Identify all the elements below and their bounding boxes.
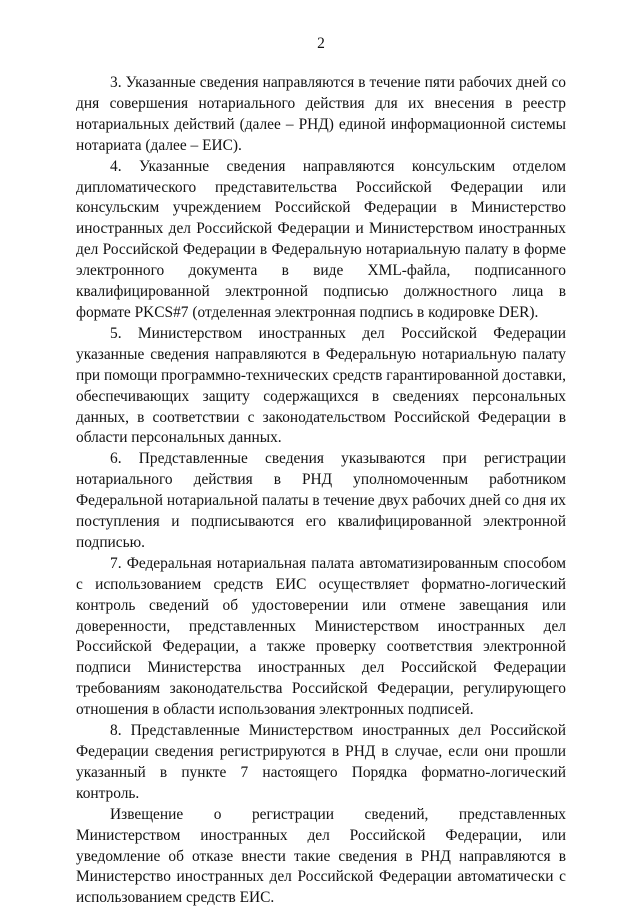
paragraph-notice: Извещение о регистрации сведений, представленных Министерством иностранных дел Российской Федерации, или уведомление об отказе внести такие сведения в РНД направляются в Министерство иностранных дел Российской Федерации автоматически с использованием средств ЕИС. bbox=[76, 805, 566, 907]
paragraph-6: 6. Представленные сведения указываются при регистрации нотариального действия в РНД уполномоченным работником Федеральной нотариальной палаты в течение двух рабочих дней со дня их поступления и подписываются его квалифицированной электронной подписью. bbox=[76, 450, 566, 551]
paragraph-8: 8. Представленные Министерством иностранных дел Российской Федерации сведения регистрируются в РНД в случае, если они прошли указанный в пункте 7 настоящего Порядка форматно-логический контроль. bbox=[76, 722, 566, 802]
document-body bbox=[76, 73, 566, 909]
paragraph-4: 4. Указанные сведения направляются консульским отделом дипломатического представительства Российской Федерации или консульским учреждением Российской Федерации в Министерство иностранных дел Российской Федерации и Министерством иностранных дел Российской Федерации в Федеральную нотариальную палату в форме электронного документа в виде XML-файла, подписанного квалифицированной электронной подписью должностного лица в формате PKCS#7 (отделенная электронная подпись в кодировке DER). bbox=[76, 157, 566, 321]
paragraph-7: 7. Федеральная нотариальная палата автоматизированным способом с использованием средств ЕИС осуществляет форматно-логический контроль сведений об удостоверении или отмене завещания или доверенности, представленных Министерством иностранных дел Российской Федерации, а также проверку соответствия электронной подписи Министерства иностранных дел Российской Федерации требованиям законодательства Российской Федерации, регулирующего отношения в области использования электронных подписей. bbox=[76, 554, 566, 719]
paragraph-3: 3. Указанные сведения направляются в течение пяти рабочих дней со дня совершения нотариального действия для их внесения в реестр нотариальных действий (далее – РНД) единой информационной системы нотариата (далее – ЕИС). bbox=[76, 74, 566, 154]
page-number: 2 bbox=[317, 35, 325, 52]
paragraph-5: 5. Министерством иностранных дел Российской Федерации указанные сведения направляются в Федеральную нотариальную палату при помощи программно-технических средств гарантированной доставки, обеспечивающих защиту содержащихся в сведениях персональных данных, в соответствии с законодательством Российской Федерации в области персональных данных. bbox=[76, 324, 566, 447]
